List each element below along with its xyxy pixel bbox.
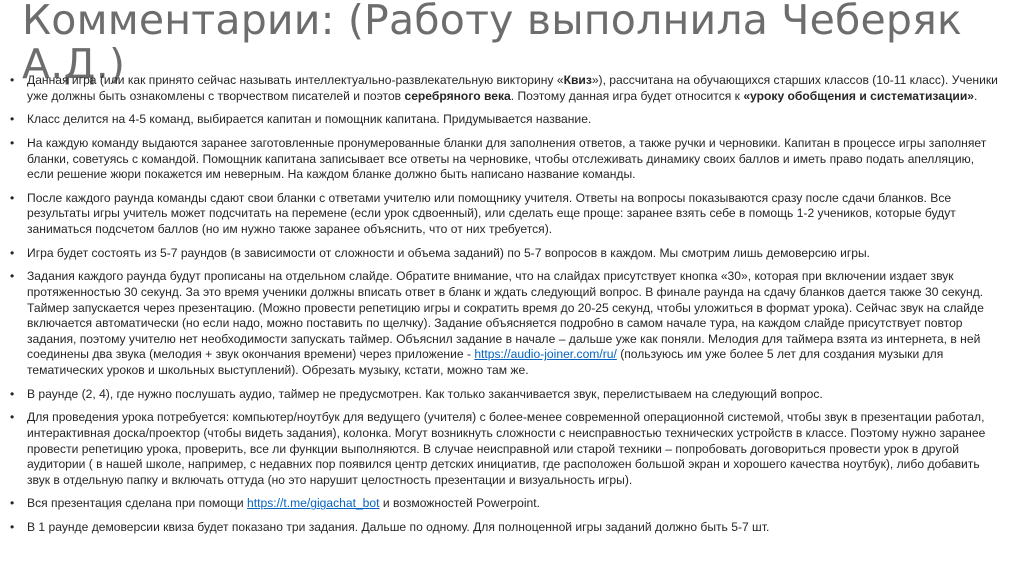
bullet-item xyxy=(10,410,1000,488)
bullet-text: (пользуюсь им уже более 5 лет для создания музыки для тематических уроков и школьных выступлений). Обрезать музыку, кстати, можно там же. xyxy=(27,347,944,377)
bullet-item xyxy=(10,246,1000,262)
page-title: Комментарии: (Работу выполнила Чеберяк А.Д.) xyxy=(22,0,962,88)
bullet-item xyxy=(10,520,1000,536)
bullet-item xyxy=(10,136,1000,183)
bullet-text: В раунде (2, 4), где нужно послушать аудио, таймер не предусмотрен. Как только заканчивается звук, перелистываем на следующий вопрос. xyxy=(27,386,823,401)
bullet-text: »), рассчитана на обучающихся старших классов (10-11 класс). Ученики уже должны быть ознакомлены с творчеством писателей и поэтов xyxy=(27,73,998,103)
bullet-item xyxy=(10,191,1000,238)
bold-text: серебряного века xyxy=(404,88,511,103)
bullet-text: Данная игра (или как принято сейчас называть интеллектуально-развлекательную викторину « xyxy=(27,73,564,87)
bold-text: «уроку обобщения и систематизации» xyxy=(743,88,974,103)
bullet-item xyxy=(10,496,1000,512)
bullet-item xyxy=(10,269,1000,378)
bullet-text: Для проведения урока потребуется: компьютер/ноутбук для ведущего (учителя) с более-менее современной операционной системой, чтобы звук в презентации работал, интерактивная доска/проектор (чтобы видеть задания), колонка. Могут возникнуть сложности с неисправностью технических устройств в классе. Поэтому нужно заранее провести репетицию урока, проверить, все ли функции выполняются. В случае неисправной или старой техники – попробовать договориться провести урок в другой аудитории ( в нашей школе, например, с недавних пор появился центр детских инициатив, где расположен большой экран и хорошего качества ноутбук), либо добавить звук в отдельную папку и включать оттуда (но это нарушит целостность презентации и визуальность игры). xyxy=(27,410,986,487)
bullet-text: . Поэтому данная игра будет относится к xyxy=(510,88,744,103)
bullet-item xyxy=(10,387,1000,403)
link[interactable]: https://audio-joiner.com/ru/ xyxy=(474,347,617,362)
link[interactable]: https://t.me/gigachat_bot xyxy=(247,496,380,511)
bullet-text: Задания каждого раунда будут прописаны на отдельном слайде. Обратите внимание, что на слайдах присутствует кнопка «30», которая при включении издает звук протяженностью 30 секунд. За это время ученики должны вписать ответ в бланк и ждать следующий вопрос. В финале раунда на сдачу бланков дается также 30 секунд. Таймер запускается через презентацию. (Можно провести репетицию игры и сократить время до 20-25 секунд, чтобы уложиться в формат урока). Сейчас звук на слайде включается автоматически (но если надо, можно поставить по щелчку). Задание объясняется подробно в самом начале тура, на каждом слайде присутствует повтор задания, поэтому учителю нет необходимости запускать таймер. Объяснил задание в начале – дальше уже как поняли. Мелодия для таймера взята из интернета, в ней соединены два звука (мелодия + звук окончания времени) через приложение - xyxy=(27,269,984,362)
bullet-list xyxy=(10,73,1000,544)
bullet-text: Игра будет состоять из 5-7 раундов (в зависимости от сложности и объема заданий) по 5-7 вопросов в каждом. Мы смотрим лишь демоверсию игры. xyxy=(27,245,871,260)
bold-text: Квиз xyxy=(563,73,592,87)
bullet-text: . xyxy=(973,88,978,103)
bullet-text: Вся презентация сделана при помощи xyxy=(27,496,248,511)
bullet-text: На каждую команду выдаются заранее заготовленные пронумерованные бланки для заполнения ответов, а также ручки и черновики. Капитан в процессе игры заполняет бланки, советуясь с командой. Помощник капитана записывает все ответы на черновике, чтобы отслеживать динамику своих баллов и иметь право подать апелляцию, если решение жюри покажется им неверным. На каждом бланке должно быть написано название команды. xyxy=(27,135,987,182)
bullet-text: Класс делится на 4-5 команд, выбирается капитан и помощник капитана. Придумывается название. xyxy=(27,112,592,127)
bullet-text: В 1 раунде демоверсии квиза будет показано три задания. Дальше по одному. Для полноценной игры заданий должно быть 5-7 шт. xyxy=(27,520,770,535)
bullet-item xyxy=(10,112,1000,128)
bullet-item xyxy=(10,73,1000,104)
bullet-text: После каждого раунда команды сдают свои бланки с ответами учителю или помощнику учителя. Ответы на вопросы показываются сразу после сдачи бланков. Все результаты игры учитель может подсчитать на перемене (если урок сдвоенный), или сделать еще проще: заранее взять себе в помощь 1-2 учеников, которые будут заниматься подсчетом баллов (но им нужно также заранее объяснить, что от них требуется). xyxy=(27,190,956,237)
bullet-text: и возможностей Powerpoint. xyxy=(379,496,540,511)
